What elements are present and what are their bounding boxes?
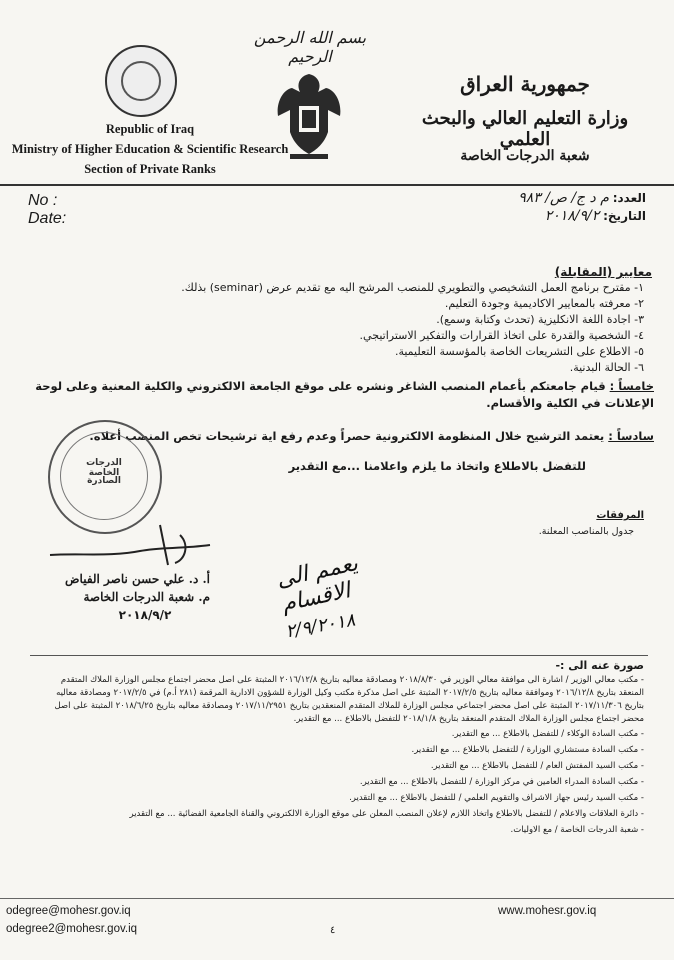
criteria-title: معايير (المقابلة): [554, 265, 652, 279]
criteria-list: [84, 280, 644, 376]
footer-divider: [0, 898, 674, 899]
doc-number-row: [386, 190, 646, 206]
no-label: No :: [28, 192, 58, 209]
cc-item: - شعبة الدرجات الخاصة / مع الاوليات.: [510, 825, 644, 835]
number-label-ar: العدد:: [612, 191, 646, 205]
cc-list: [34, 674, 644, 837]
criteria-item: ٣- اجادة اللغة الانكليزية (تحدث وكتابة وسمع).: [436, 313, 644, 326]
attachments-item: جدول بالمناصب المعلنة.: [538, 526, 634, 537]
footer-email-2[interactable]: odegree2@mohesr.gov.iq: [6, 923, 138, 935]
header-divider: [0, 184, 674, 186]
cc-divider: [30, 655, 648, 656]
sixth-label: سادساً :: [608, 429, 654, 443]
signature-date: ٢٠١٨/٩/٢: [118, 608, 172, 622]
handwritten-note: يعمم الى الاقسام: [274, 551, 361, 618]
fifth-label: خامساً :: [609, 379, 654, 393]
closing-line: للتفضل بالاطلاع واتخاذ ما يلزم واعلامنا ...مع التقدير: [288, 459, 586, 473]
handwritten-date: ٢/٩/٢٠١٨: [284, 609, 357, 643]
footer-email-1[interactable]: odegree@mohesr.gov.iq: [6, 905, 131, 917]
header-en-section: Section of Private Ranks: [84, 162, 216, 176]
signature-scribble: [40, 515, 220, 575]
footer-website[interactable]: www.mohesr.gov.iq: [498, 905, 597, 917]
sixth-text: يعتمد الترشيح خلال المنظومة الالكترونية حصراً وعدم رفع اية ترشيحات تخص المنصب أعلاه.: [89, 429, 605, 443]
criteria-item: ٦- الحالة البدنية.: [569, 361, 644, 374]
cc-item: - مكتب السيد المفتش العام / للتفضل بالاطلاع ... مع التقدير.: [430, 761, 644, 771]
header-ar-country: جمهورية العراق: [460, 72, 590, 96]
stamp-text-2: الصادرة: [87, 476, 121, 486]
cc-item: - مكتب معالي الوزير / اشارة الى موافقة معالي الوزير في ٢٠١٨/٨/٣٠ ومصادقة معاليه بتاريخ ٢٠١٦/١٢/٨ المثبتة على اصل محضر اجتماع مجلس الوزارة الملاك المتقدم المنعقد بتاريخ ٢٠١٦/١٢/٨ وموافقة معاليه بتاريخ ٢٠١٧/٢/٥ المثبتة على اصل مذكرة مكتب وكيل الوزارة للشؤون الادارية المرقمة (٢٨١ أ.م) في ٢٠١٧/٢/٥ ومصادقة معاليه بتاريخ ٢٠١٧/١١/٣٠٦ المثبتة على اصل محضر اجتماعي مجلس الوزارة للملاك المتقدم المنعقدين بتاريخ ٢٠١٧/١١/٢٩٥١ ومصادقة معاليه بتاريخ ٢٠١٨/٦/٢٥ المثبتة على اصل محضر اجتماع مجلس الوزارة الملاك المتقدم المنعقد بتاريخ ٢٠١٨/١/٨ للتفضل بالاطلاع ... مع التقدير.: [54, 675, 644, 724]
criteria-item: ٥- الاطلاع على التشريعات الخاصة بالمؤسسة التعليمية.: [394, 345, 644, 358]
header-ar-ministry: وزارة التعليم العالي والبحث العلمي: [421, 108, 629, 150]
date-label-ar: التاريخ:: [603, 209, 646, 223]
cc-item: - مكتب السيد رئيس جهاز الاشراف والتقويم العلمي / للتفضل بالاطلاع ... مع التقدير.: [349, 793, 644, 803]
ministry-logo: [105, 45, 177, 117]
cc-item: - مكتب السادة المدراء العامين في مركز الوزارة / للتفضل بالاطلاع ... مع التقدير.: [359, 777, 644, 787]
header-ar-section: شعبة الدرجات الخاصة: [460, 148, 590, 164]
cc-item: - مكتب السادة مستشاري الوزارة / للتفضل بالاطلاع ... مع التقدير.: [411, 745, 644, 755]
cc-title: صورة عنه الى :-: [555, 659, 644, 672]
header-en-ministry: Ministry of Higher Education & Scientific Research: [11, 142, 289, 156]
criteria-item: ٤- الشخصية والقدرة على اتخاذ القرارات والتفكير الاستراتيجي.: [359, 329, 644, 342]
criteria-item: ٢- معرفته بالمعايير الاكاديمية وجودة التعليم.: [444, 297, 644, 310]
date-label: Date:: [28, 210, 67, 227]
cc-item: - دائرة العلاقات والاعلام / للتفضل بالاطلاع واتخاذ اللازم لإعلان المنصب المعلن على موقع الوزارة الالكتروني والقناة الجامعية الفضائية ... مع التقدير: [129, 809, 644, 819]
bismillah-calligraphy: بسم الله الرحمن الرحيم: [253, 28, 367, 66]
signatory-title: م. شعبة الدرجات الخاصة: [83, 590, 210, 604]
stamp-text-1: الدرجات الخاصة: [86, 458, 122, 478]
attachments-title: المرفقات: [596, 510, 644, 521]
header-en-country: Republic of Iraq: [105, 122, 195, 136]
cc-item: - مكتب السادة الوكلاء / للتفضل بالاطلاع ... مع التقدير.: [451, 729, 644, 739]
fifth-text: قيام جامعتكم بأعمام المنصب الشاغر ونشره على موقع الجامعة الالكتروني والكلية المعنية وعلى لوحة الإعلانات في الكلية والأقسام.: [35, 379, 654, 410]
doc-date-row: [386, 208, 646, 224]
signatory-name: أ. د. علي حسن ناصر الفياض: [65, 572, 210, 586]
number-value: م د ج/ ص/ ٩٨٣: [518, 190, 609, 206]
date-value: ٢٠١٨/٩/٢: [544, 208, 600, 224]
fifth-paragraph: [24, 378, 654, 412]
page-number: ٤: [330, 925, 336, 936]
criteria-item: ١- مقترح برنامج العمل التشخيصي والتطويري للمنصب المرشح اليه مع تقديم عرض (seminar) بذلك.: [181, 281, 644, 294]
